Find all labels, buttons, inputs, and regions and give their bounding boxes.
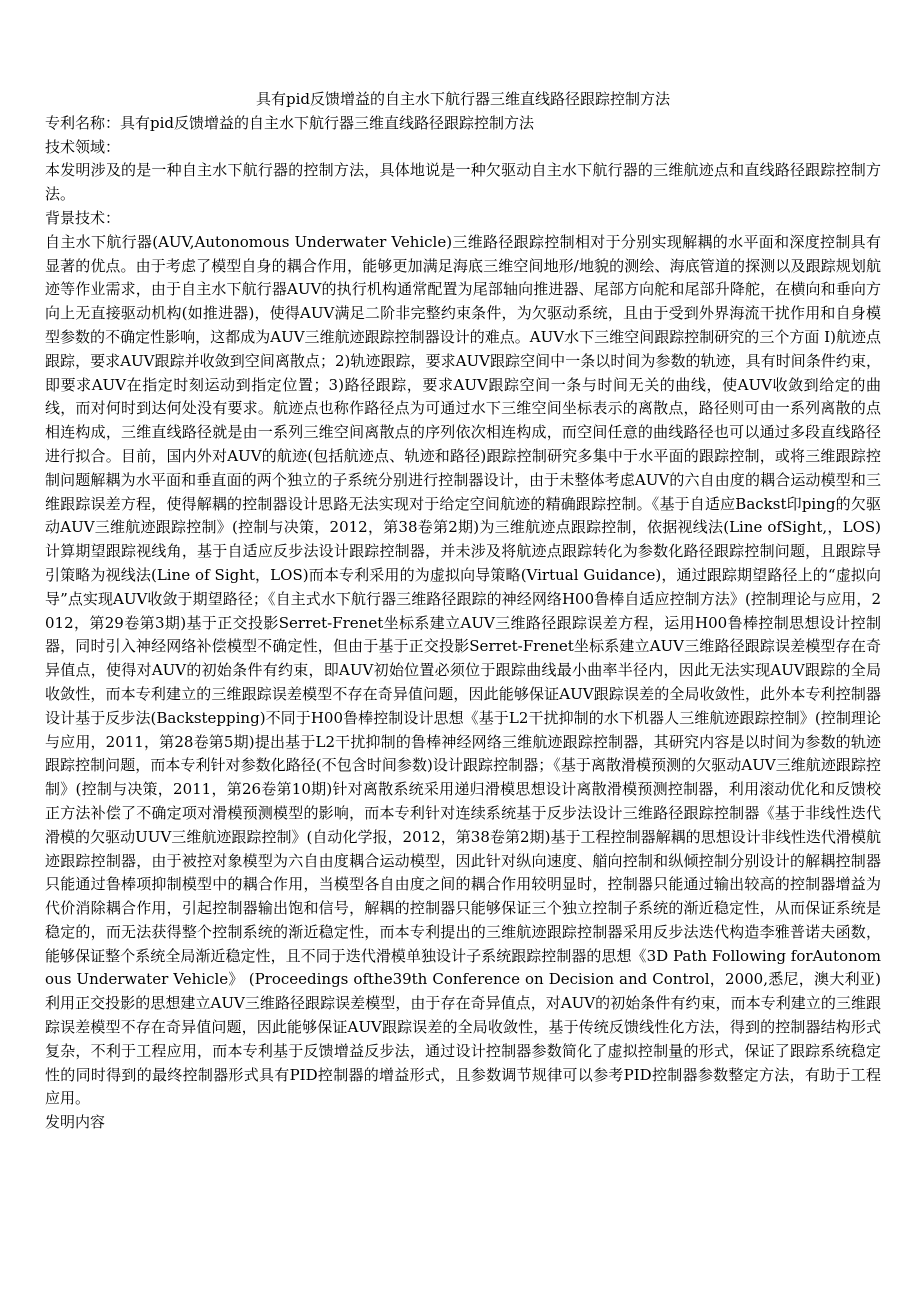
background-heading: 背景技术： [45,208,121,227]
invention-heading: 发明内容 [45,1113,106,1132]
field-paragraph: 本发明涉及的是一种自主水下航行器的控制方法，具体地说是一种欠驱动自主水下航行器的三维航迹点和直线路径跟踪控制方法。 [45,161,881,204]
document-title: 具有pid反馈增益的自主水下航行器三维直线路径跟踪控制方法 [255,90,670,108]
document-page [45,88,881,1135]
patent-name: 专利名称：具有pid反馈增益的自主水下航行器三维直线路径跟踪控制方法 [45,113,535,132]
field-heading: 技术领域： [45,137,121,156]
background-paragraph: 自主水下航行器(AUV,Autonomous Underwater Vehicle)三维路径跟踪控制相对于分别实现解耦的水平面和深度控制具有显著的优点。由于考虑了模型自身的耦合作用，能够更加满足海底三维空间地形/地貌的测绘、海底管道的探测以及跟踪规划航迹等作业需求，由于自主水下航行器AUV的执行机构通常配置为尾部轴向推进器、尾部方向舵和尾部升降舵，在横向和垂向方向上无直接驱动机构(如推进器)，使得AUV满足二阶非完整约束条件，为欠驱动系统，且由于受到外界海流干扰作用和自身模型参数的不确定性影响，这都成为AUV三维航迹跟踪控制器设计的难点。AUV水下三维空间跟踪控制研究的三个方面 I)航迹点跟踪，要求AUV跟踪并收敛到空间离散点；2)轨迹跟踪，要求AUV跟踪空间中一条以时间为参数的轨迹，具有时间条件约束，即要求AUV在指定时刻运动到指定位置；3)路径跟踪，要求AUV跟踪空间一条与时间无关的曲线，使AUV收敛到给定的曲线，而对何时到达何处没有要求。航迹点也称作路径点为可通过水下三维空间坐标表示的离散点，路径则可由一系列离散的点相连构成，三维直线路径就是由一系列三维空间离散点的序列依次相连构成，而空间任意的曲线路径也可以通过多段直线路径进行拟合。目前，国内外对AUV的航迹(包括航迹点、轨迹和路径)跟踪控制研究多集中于水平面的跟踪控制，或将三维跟踪控制问题解耦为水平面和垂直面的两个独立的子系统分别进行控制器设计，由于未整体考虑AUV的六自由度的耦合运动模型和三维跟踪误差方程，使得解耦的控制器设计思路无法实现对于给定空间航迹的精确跟踪控制。《基于自适应Backst印ping的欠驱动AUV三维航迹跟踪控制》(控制与决策，2012，第38卷第2期)为三维航迹点跟踪控制，依据视线法(Line ofSight,，LOS)计算期望跟踪视线角，基于自适应反步法设计跟踪控制器，并未涉及将航迹点跟踪转化为参数化路径跟踪控制问题，且跟踪导引策略为视线法(Line of Sight，LOS)而本专利采用的为虚拟向导策略(Virtual Guidance)，通过跟踪期望路径上的“虚拟向导”点实现AUV收敛于期望路径；《自主式水下航行器三维路径跟踪的神经网络H00鲁棒自适应控制方法》(控制理论与应用，2012，第29卷第3期)基于正交投影Serret-Frenet坐标系建立AUV三维路径跟踪误差方程，运用H00鲁棒控制思想设计控制器，同时引入神经网络补偿模型不确定性，但由于基于正交投影Serret-Frenet坐标系建立AUV三维路径跟踪误差模型存在奇异值点，使得对AUV的初始条件有约束，即AUV初始位置必须位于跟踪曲线最小曲率半径内，因此无法实现AUV跟踪的全局收敛性，而本专利建立的三维跟踪误差模型不存在奇异值问题，因此能够保证AUV跟踪误差的全局收敛性，此外本专利控制器设计基于反步法(Backstepping)不同于H00鲁棒控制设计思想《基于L2干扰抑制的水下机器人三维航迹跟踪控制》(控制理论与应用，2011，第28卷第5期)提出基于L2干扰抑制的鲁棒神经网络三维航迹跟踪控制器，其研究内容是以时间为参数的轨迹跟踪控制问题，而本专利针对参数化路径(不包含时间参数)设计跟踪控制器；《基于离散滑模预测的欠驱动AUV三维航迹跟踪控制》(控制与决策，2011，第26卷第10期)针对离散系统采用递归滑模思想设计离散滑模预测控制器，利用滚动优化和反馈校正方法补偿了不确定项对滑模预测模型的影响，而本专利针对连续系统基于反步法设计三维路径跟踪控制器《基于非线性迭代滑模的欠驱动UUV三维航迹跟踪控制》(自动化学报，2012，第38卷第2期)基于工程控制器解耦的思想设计非线性迭代滑模航迹跟踪控制器，由于被控对象模型为六自由度耦合运动模型，因此针对纵向速度、艏向控制和纵倾控制分别设计的解耦控制器只能通过鲁棒项抑制模型中的耦合作用，当模型各自由度之间的耦合作用较明显时，控制器只能通过输出较高的控制器增益为代价消除耦合作用，引起控制器输出饱和信号，解耦的控制器只能够保证三个独立控制子系统的渐近稳定性，从而保证系统是稳定的，而无法获得整个控制系统的渐近稳定性，而本专利提出的三维航迹跟踪控制器采用反步法迭代构造李雅普诺夫函数，能够保证整个系统全局渐近稳定性，且不同于迭代滑模单独设计子系统跟踪控制器的思想《3D Path Following forAutonomous Underwater Vehicle》 (Proceedings ofthe39th Conference on Decision and Control，2000,悉尼，澳大利亚)利用正交投影的思想建立AUV三维路径跟踪误差模型，由于存在奇异值点，对AUV的初始条件有约束，而本专利建立的三维跟踪误差模型不存在奇异值问题，因此能够保证AUV跟踪误差的全局收敛性，基于传统反馈线性化方法，得到的控制器结构形式复杂，不利于工程应用，而本专利基于反馈增益反步法，通过设计控制器参数简化了虚拟控制量的形式，保证了跟踪系统稳定性的同时得到的最终控制器形式具有PID控制器的增益形式，且参数调节规律可以参考PID控制器参数整定方法，有助于工程应用。 [45,232,881,1108]
